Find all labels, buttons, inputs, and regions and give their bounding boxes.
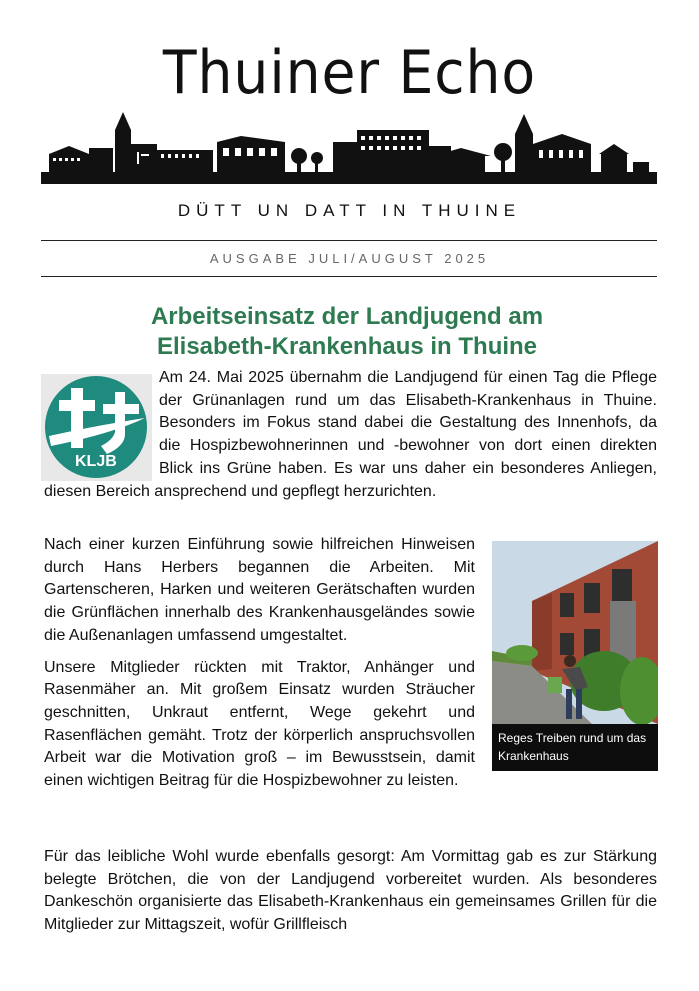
article-paragraph-3: Unsere Mitglieder rückten mit Traktor, Anhänger und Rasenmäher an. Mit großem Einsatz wurden Sträucher geschnitten, Unkraut entfernt, Wege gekehrt und Rasenflächen gemäht. Trotz der körperlich anspruchsvollen Arbeit war die Motivation groß – im Bewusstsein, damit einen wichtigen Beitrag für die Hospizbewohner zu leisten. bbox=[44, 658, 475, 790]
masthead-subtitle: DÜTT UN DATT IN THUINE bbox=[177, 201, 522, 220]
headline-line-2: Elisabeth-Krankenhaus in Thuine bbox=[156, 333, 538, 360]
divider-top bbox=[41, 240, 657, 241]
article-paragraph-2: Nach einer kurzen Einführung sowie hilfreichen Hinweisen durch Hans Herbers begannen die Arbeiten. Mit Gartenscheren, Harken und weiteren Gerätschaften wurden die Grünflächen innerhalb des Krankenhausgeländes sowie die Außenanlagen umfassend umgestaltet. bbox=[44, 536, 475, 644]
article-paragraph-4: Für das leibliche Wohl wurde ebenfalls gesorgt: Am Vormittag gab es zur Stärkung belegte Brötchen, die von der Landjugend vorbereitet wurden. Als besonderes Dankeschön organisierte das Elisabeth-Krankenhaus ein gemeinsames Grillen für die Mitglieder zur Mittagszeit, wofür Grillfleisch bbox=[44, 848, 657, 934]
masthead-title: Thuiner Echo bbox=[162, 38, 537, 108]
headline-line-1: Arbeitseinsatz der Landjugend am bbox=[150, 303, 544, 330]
article-headline bbox=[44, 302, 650, 362]
kljb-logo-text: KLJB bbox=[75, 453, 117, 470]
article-paragraph-1: Am 24. Mai 2025 übernahm die Landjugend für einen Tag die Pflege der Grünanlagen rund um das Elisabeth-Krankenhaus in Thuine. Besonders im Fokus stand dabei die Gestaltung des Innenhofs, da die Hospizbewohnerinnen und -bewohner von dort einen direkten Blick ins Grüne haben. Es war uns daher ein besonderes Anliegen, diesen Bereich ansprechend und gepflegt herzurichten. bbox=[44, 369, 657, 500]
article-paragraph-4-block bbox=[44, 846, 657, 937]
town-skyline-illustration bbox=[41, 108, 657, 184]
hospital-garden-photo bbox=[492, 541, 658, 724]
photo-caption: Reges Treiben rund um das Krankenhaus bbox=[492, 724, 658, 771]
issue-label: AUSGABE JULI/AUGUST 2025 bbox=[209, 251, 490, 266]
divider-bottom bbox=[41, 276, 657, 277]
kljb-logo bbox=[41, 374, 152, 481]
